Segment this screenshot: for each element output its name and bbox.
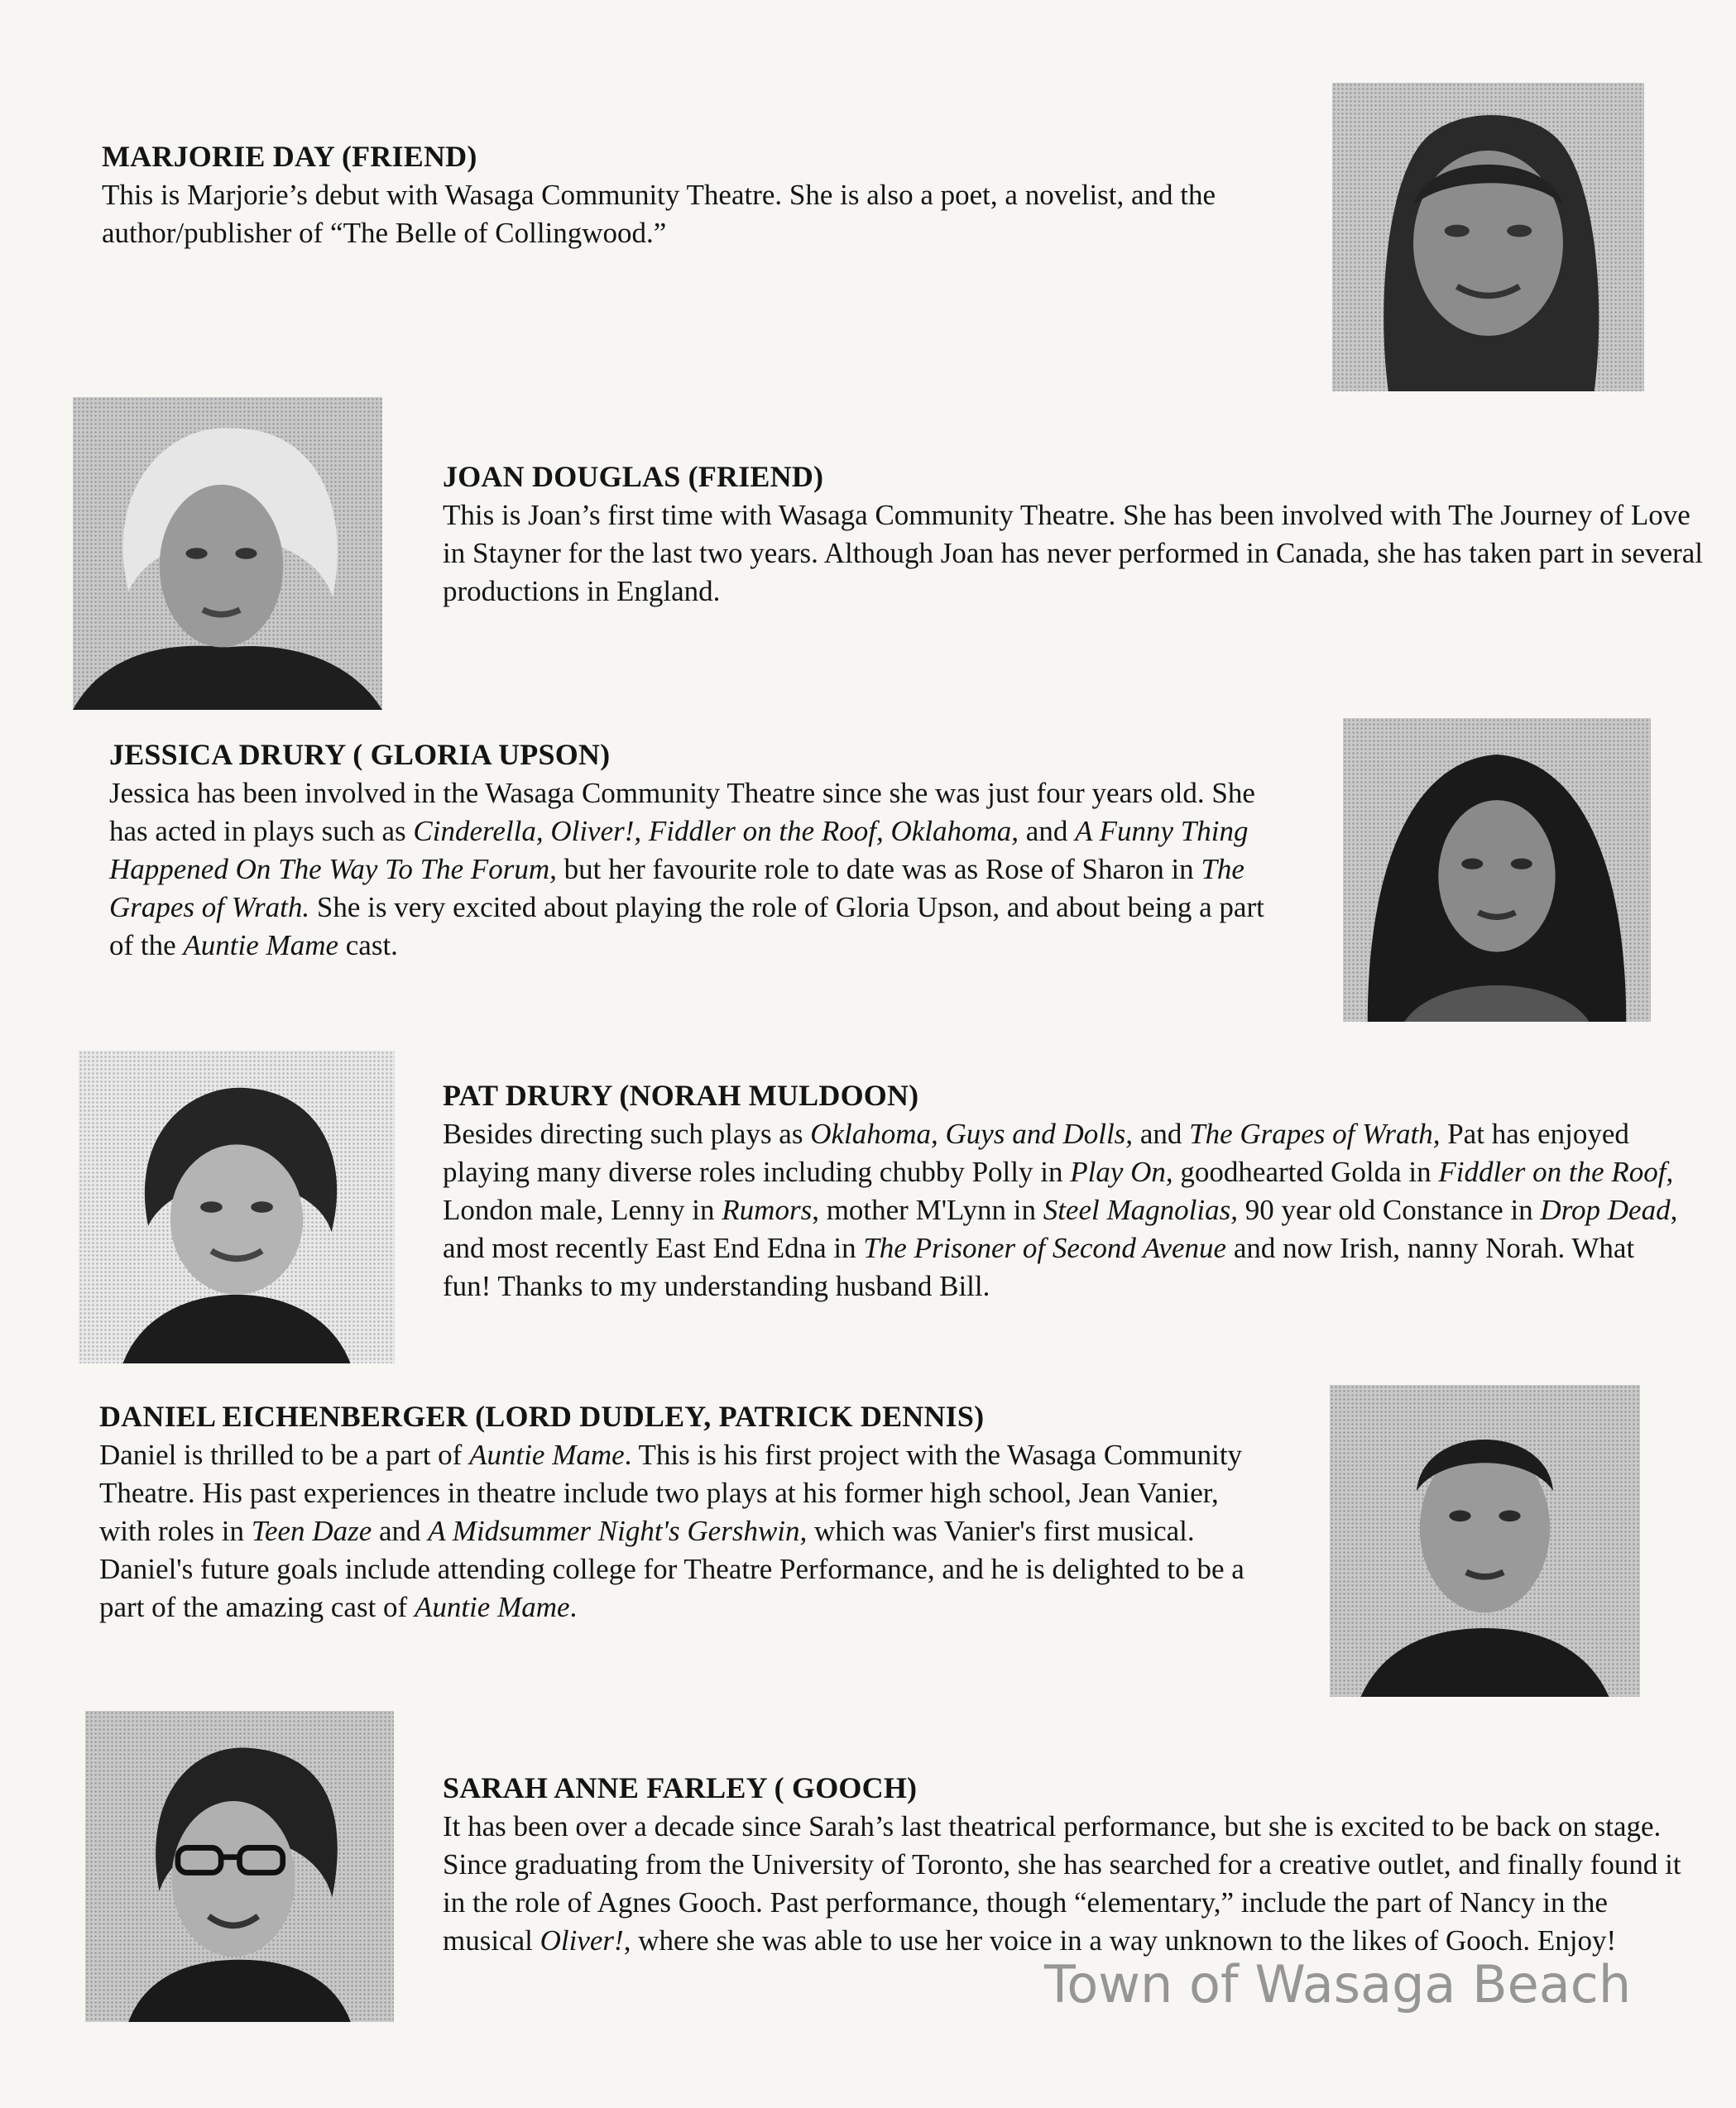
portrait-photo-icon xyxy=(73,397,382,710)
photo-pat-drury xyxy=(79,1051,395,1363)
bio-text-run: cast. xyxy=(338,929,398,961)
title-italic: Drop Dead xyxy=(1540,1194,1671,1226)
title-italic: A Funny Thing Happened On The Way To The Forum, xyxy=(109,815,1249,885)
bio-text xyxy=(443,496,1709,611)
bio-text-run: . xyxy=(569,1591,578,1623)
bio-text xyxy=(109,774,1276,965)
bio-text xyxy=(99,1436,1274,1627)
title-italic: The Grapes of Wrath, xyxy=(1189,1118,1441,1150)
bio-name: JOAN DOUGLAS (FRIEND) xyxy=(443,460,824,493)
bio-text xyxy=(443,1115,1684,1306)
bio-text-run: , where she was able to use her voice in a way unknown to the likes of Gooch. Enjoy! xyxy=(623,1924,1617,1957)
photo-jessica-drury xyxy=(1343,718,1651,1022)
bio-name: JESSICA DRURY ( GLORIA UPSON) xyxy=(109,738,611,771)
bio-name: SARAH ANNE FARLEY ( GOOCH) xyxy=(443,1771,918,1804)
bio-sarah-anne-farley xyxy=(443,1768,1688,1960)
bio-name: DANIEL EICHENBERGER (LORD DUDLEY, PATRICK DENNIS) xyxy=(99,1400,985,1433)
bio-text-run: , and most recently East End Edna in xyxy=(443,1194,1678,1264)
title-italic: Fiddler on the Roof, xyxy=(1438,1156,1674,1188)
portrait-photo-icon xyxy=(1343,718,1651,1022)
bio-text-run: , mother M'Lynn in xyxy=(812,1194,1043,1226)
watermark: Town of Wasaga Beach xyxy=(1044,1954,1632,2015)
title-italic: The Prisoner of Second Avenue xyxy=(863,1232,1227,1264)
portrait-photo-icon xyxy=(1332,83,1644,391)
bio-name: MARJORIE DAY (FRIEND) xyxy=(102,140,477,173)
bio-text-run: She is very excited about playing the role of Gloria Upson, and about being a part of the xyxy=(109,891,1264,961)
bio-text-run: which was Vanier's first musical. Daniel's future goals include attending college for Theatre Performance, and he is delighted to be a part of the amazing cast of xyxy=(99,1515,1244,1623)
portrait-photo-icon xyxy=(85,1711,394,2022)
bio-daniel-eichenberger xyxy=(99,1397,1274,1627)
bio-text-run: and xyxy=(1019,815,1076,847)
bio-marjorie-day xyxy=(102,137,1252,252)
bio-text-run: Besides directing such plays as xyxy=(443,1118,811,1150)
title-italic: The Grapes of Wrath. xyxy=(109,853,1244,923)
title-italic: Rumors xyxy=(722,1194,813,1226)
bio-text-run: This is Marjorie’s debut with Wasaga Community Theatre. She is also a poet, a novelist, and the author/publisher of “The Belle of Collingwood.” xyxy=(102,179,1216,249)
title-italic: Auntie Mame xyxy=(414,1591,570,1623)
bio-text-run: This is Joan’s first time with Wasaga Community Theatre. She has been involved with The Journey of Love in Stayner for the last two years. Although Joan has never performed in Canada, she has taken part in several productions in England. xyxy=(443,499,1704,607)
title-italic: Teen Daze xyxy=(251,1515,372,1547)
title-italic: Play On, xyxy=(1070,1156,1173,1188)
bio-text-run: Jessica has been involved in the Wasaga Community Theatre since she was just four years old. She has acted in plays such as xyxy=(109,777,1255,847)
bio-text-run: Daniel is thrilled to be a part of xyxy=(99,1439,470,1471)
title-italic: Cinderella, Oliver!, Fiddler on the Roof, Oklahoma, xyxy=(413,815,1019,847)
bio-text xyxy=(443,1808,1688,1960)
title-italic: Oklahoma, Guys and Dolls, xyxy=(810,1118,1134,1150)
title-italic: Auntie Mame xyxy=(469,1439,625,1471)
portrait-photo-icon xyxy=(1330,1385,1640,1697)
photo-marjorie-day xyxy=(1332,83,1644,391)
title-italic: A Midsummer Night's Gershwin, xyxy=(428,1515,808,1547)
photo-joan-douglas xyxy=(73,397,382,710)
title-italic: Auntie Mame xyxy=(183,929,338,961)
bio-jessica-drury xyxy=(109,735,1276,965)
bio-text-run: It has been over a decade since Sarah’s last theatrical performance, but she is excited to be back on stage. Since graduating from the University of Toronto, she has searched for a creative outlet, and finally found it in the role of Agnes Gooch. Past performance, though “elementary,” include the part of Nancy in the musical xyxy=(443,1810,1681,1957)
bio-text-run: London male, Lenny in xyxy=(443,1194,722,1226)
bio-text-run: 90 year old Constance in xyxy=(1237,1194,1541,1226)
bio-joan-douglas xyxy=(443,457,1709,611)
bio-pat-drury xyxy=(443,1076,1684,1306)
bio-text-run: but her favourite role to date was as Rose of Sharon in xyxy=(556,853,1201,885)
title-italic: Steel Magnolias, xyxy=(1043,1194,1238,1226)
photo-daniel-eichenberger xyxy=(1330,1385,1640,1697)
title-italic: Oliver! xyxy=(540,1924,624,1957)
photo-sarah-anne-farley xyxy=(85,1711,394,2022)
bio-text-run: and now Irish, nanny Norah. What fun! Thanks to my understanding husband Bill. xyxy=(443,1232,1635,1302)
bio-text-run: and xyxy=(372,1515,429,1547)
portrait-photo-icon xyxy=(79,1051,395,1363)
bio-text-run: goodhearted Golda in xyxy=(1173,1156,1439,1188)
bio-name: PAT DRURY (NORAH MULDOON) xyxy=(443,1079,919,1112)
bio-text xyxy=(102,176,1252,252)
bio-text-run: and xyxy=(1133,1118,1190,1150)
bio-text-run: . This is his first project with the Wasaga Community Theatre. His past experiences in theatre include two plays at his former high school, Jean Vanier, with roles in xyxy=(99,1439,1243,1547)
bio-text-run: Pat has enjoyed playing many diverse roles including chubby Polly in xyxy=(443,1118,1629,1188)
